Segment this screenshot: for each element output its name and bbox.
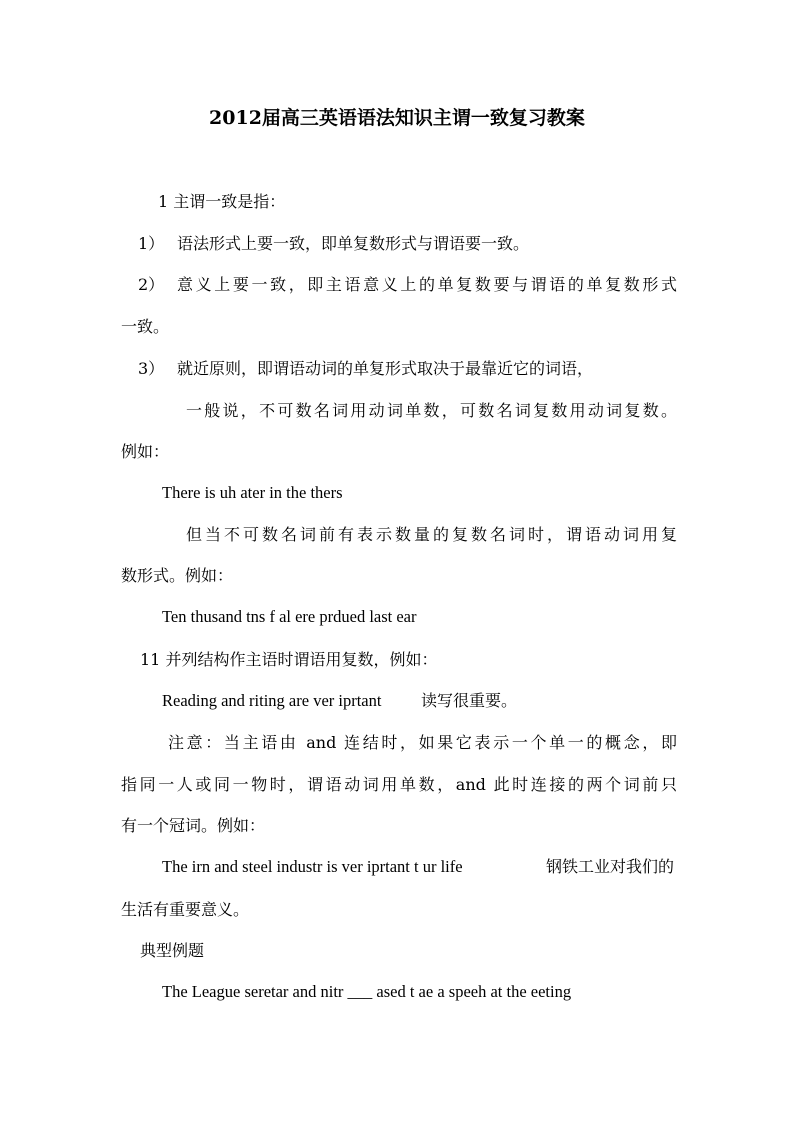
paragraph-notional-agreement: 意义上要一致，即主语意义上的单复数要与谓语的单复数形式 bbox=[177, 275, 677, 294]
paragraph-coordinate-subject: 11 并列结构作主语时谓语用复数，例如： bbox=[140, 650, 438, 669]
example-sentence-4: The irn and steel industr is ver iprtant t ur life bbox=[162, 857, 463, 876]
example-sentence-3-translation: 读写很重要。 bbox=[421, 691, 518, 710]
example-sentence-3: Reading and riting are ver iprtant bbox=[162, 691, 382, 710]
paragraph-note-and-conjunction-cont2: 有一个冠词。例如： bbox=[121, 816, 266, 835]
example-sentence-1: There is uh ater in the thers bbox=[162, 483, 343, 502]
paragraph-subject-verb-definition: 1 主谓一致是指： bbox=[158, 192, 286, 211]
paragraph-uncountable-rule: 一般说，不可数名词用动词单数，可数名词复数用动词复数。 bbox=[186, 401, 677, 420]
paragraph-grammatical-agreement: 语法形式上要一致，即单复数形式与谓语要一致。 bbox=[177, 234, 530, 253]
example-question-1: The League seretar and nitr ___ ased t ae a speeh at the eeting bbox=[162, 982, 572, 1001]
list-number-2: 2） bbox=[138, 275, 165, 294]
paragraph-note-and-conjunction-cont1: 指同一人或同一物时，谓语动词用单数，and 此时连接的两个词前只 bbox=[121, 775, 677, 794]
list-number-1: 1） bbox=[138, 234, 165, 253]
document-title: 2012届高三英语语法知识主谓一致复习教案 bbox=[209, 107, 585, 129]
example-sentence-4-translation-cont: 生活有重要意义。 bbox=[121, 900, 250, 919]
paragraph-uncountable-rule-cont: 例如： bbox=[121, 442, 170, 461]
list-number-3: 3） bbox=[138, 359, 165, 378]
paragraph-notional-agreement-cont: 一致。 bbox=[121, 317, 170, 336]
paragraph-proximity-principle: 就近原则，即谓语动词的单复形式取决于最靠近它的词语， bbox=[177, 359, 594, 378]
paragraph-plural-quantity-rule-cont: 数形式。例如： bbox=[121, 566, 234, 585]
paragraph-plural-quantity-rule: 但当不可数名词前有表示数量的复数名词时，谓语动词用复 bbox=[186, 525, 677, 544]
example-sentence-2: Ten thusand tns f al ere prdued last ear bbox=[162, 607, 417, 626]
paragraph-note-and-conjunction: 注意：当主语由 and 连结时，如果它表示一个单一的概念，即 bbox=[168, 733, 677, 752]
section-heading-typical-examples: 典型例题 bbox=[140, 941, 205, 960]
example-sentence-4-translation: 钢铁工业对我们的 bbox=[546, 857, 675, 876]
